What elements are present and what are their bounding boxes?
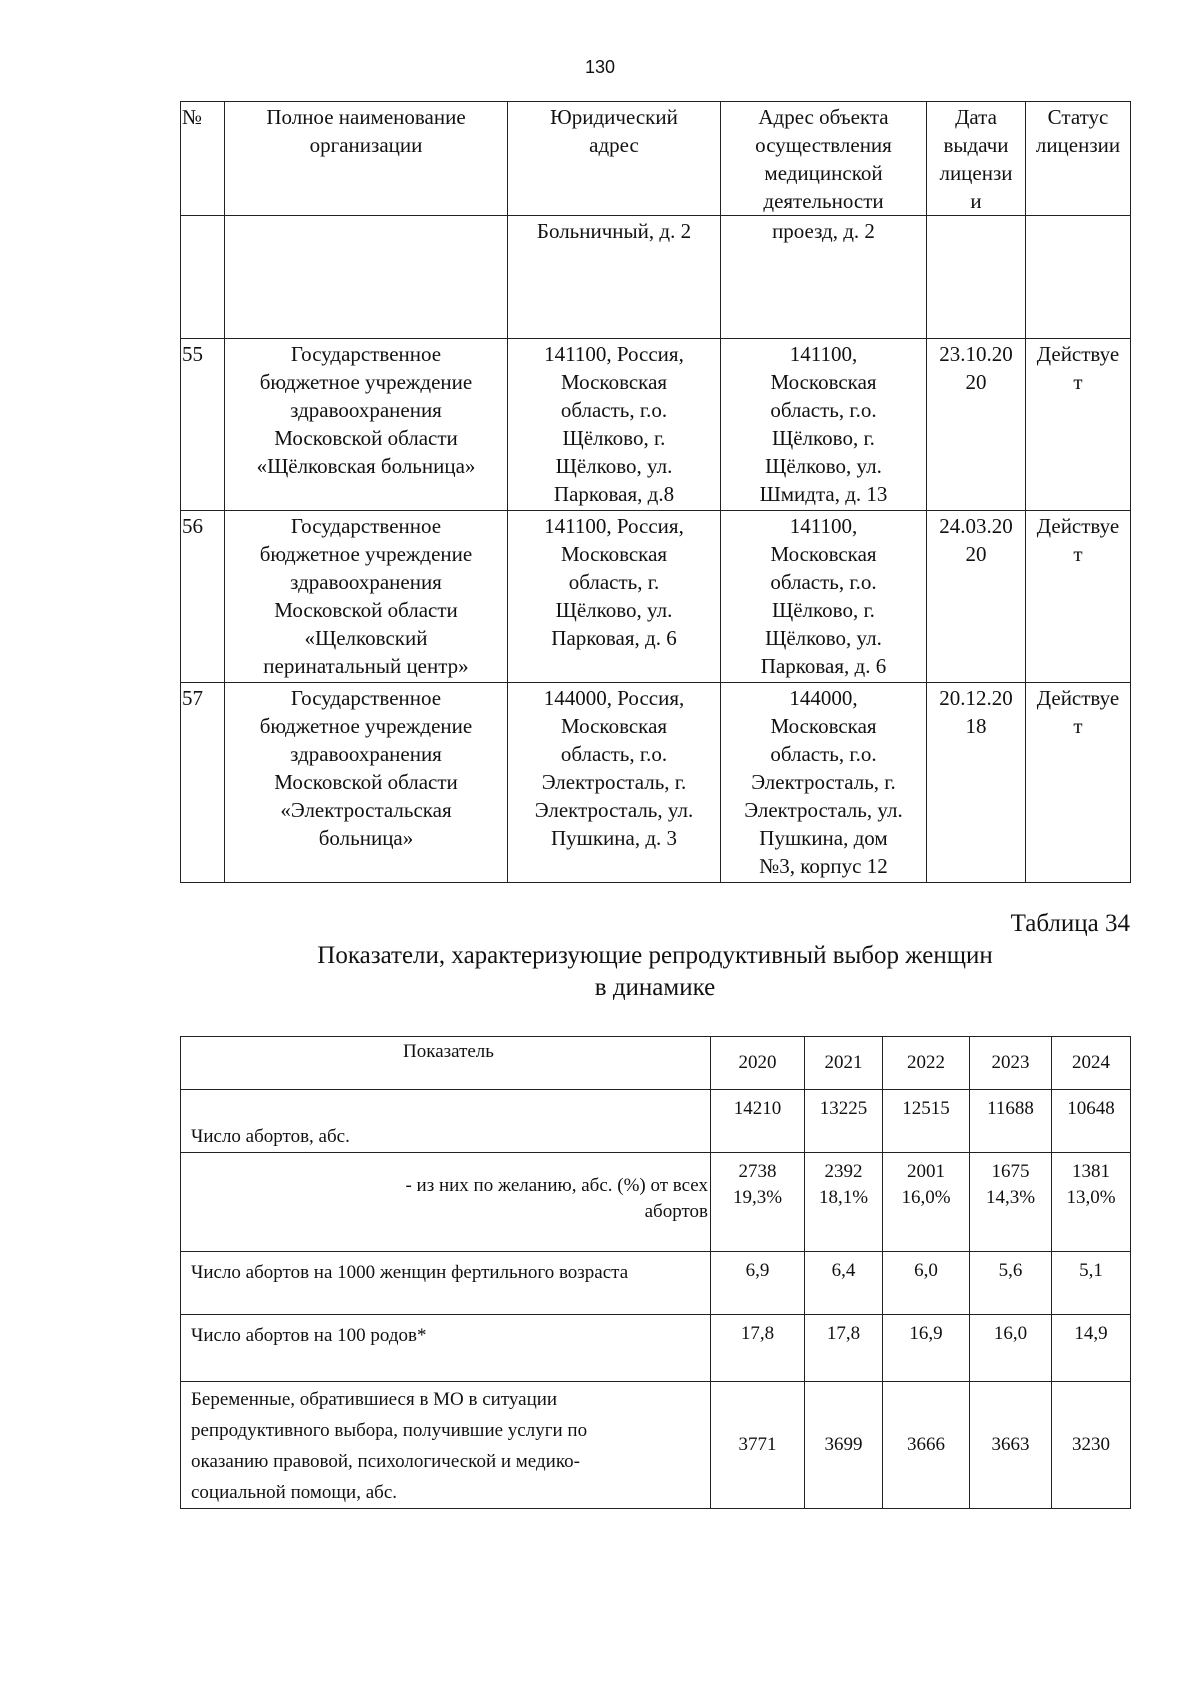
license-date: 20.12.20 18 — [927, 683, 1026, 883]
header-name: Полное наименование организации — [225, 102, 508, 216]
row-number: 55 — [181, 339, 225, 511]
row-value: 10648 — [1052, 1090, 1131, 1153]
header-number: № — [181, 102, 225, 216]
header-license-date: Дата выдачи лицензи и — [927, 102, 1026, 216]
license-table-header — [181, 102, 1131, 216]
org-name: Государственное бюджетное учреждение здравоохранения Московской области «Электростальская больница» — [225, 683, 508, 883]
legal-address: 144000, Россия, Московская область, г.о. Электросталь, г. Электросталь, ул. Пушкина, д. 3 — [508, 683, 721, 883]
header-year: 2021 — [805, 1037, 883, 1090]
activity-address: 144000, Московская область, г.о. Электросталь, г. Электросталь, ул. Пушкина, дом №3, корпус 12 — [721, 683, 927, 883]
row-value: 2738 19,3% — [711, 1153, 805, 1252]
row-value: 3771 — [711, 1382, 805, 1509]
license-date: 23.10.20 20 — [927, 339, 1026, 511]
table-row — [181, 1153, 1131, 1252]
activity-address: 141100, Московская область, г.о. Щёлково, г. Щёлково, ул. Шмидта, д. 13 — [721, 339, 927, 511]
row-value: 5,1 — [1052, 1252, 1131, 1315]
activity-address: 141100, Московская область, г.о. Щёлково, г. Щёлково, ул. Парковая, д. 6 — [721, 511, 927, 683]
row-number: 57 — [181, 683, 225, 883]
row-label: Беременные, обратившиеся в МО в ситуации репродуктивного выбора, получившие услуги по оказанию правовой, психологической и медико- социальной помощи, абс. — [181, 1382, 711, 1509]
header-year: 2024 — [1052, 1037, 1131, 1090]
header-activity-address: Адрес объекта осуществления медицинской деятельности — [721, 102, 927, 216]
row-value: 3699 — [805, 1382, 883, 1509]
row-value: 3666 — [883, 1382, 970, 1509]
legal-address: 141100, Россия, Московская область, г. Щёлково, ул. Парковая, д. 6 — [508, 511, 721, 683]
header-indicator: Показатель — [181, 1037, 711, 1090]
org-name: Государственное бюджетное учреждение здравоохранения Московской области «Щёлковская больница» — [225, 339, 508, 511]
row-value: 12515 — [883, 1090, 970, 1153]
page-number: 130 — [584, 57, 616, 77]
row-value: 1381 13,0% — [1052, 1153, 1131, 1252]
license-table — [180, 101, 1131, 883]
license-status: Действуе т — [1026, 511, 1131, 683]
header-year: 2023 — [970, 1037, 1052, 1090]
license-status: Действуе т — [1026, 683, 1131, 883]
row-value: 16,9 — [883, 1315, 970, 1382]
table-title: Показатели, характеризующие репродуктивный выбор женщин в динамике — [317, 942, 993, 1001]
row-value: 11688 — [970, 1090, 1052, 1153]
row-value: 1675 14,3% — [970, 1153, 1052, 1252]
row-value: 3663 — [970, 1382, 1052, 1509]
org-name — [225, 216, 508, 339]
row-value: 6,9 — [711, 1252, 805, 1315]
row-value: 2001 16,0% — [883, 1153, 970, 1252]
legal-address: Больничный, д. 2 — [508, 216, 721, 339]
row-label: Число абортов, абс. — [181, 1090, 711, 1153]
row-value: 16,0 — [970, 1315, 1052, 1382]
header-year: 2020 — [711, 1037, 805, 1090]
row-number — [181, 216, 225, 339]
table-row — [181, 683, 1131, 883]
header-license-status: Статус лицензии — [1026, 102, 1131, 216]
table-row — [181, 1090, 1131, 1153]
row-value: 14210 — [711, 1090, 805, 1153]
license-date: 24.03.20 20 — [927, 511, 1026, 683]
row-value: 3230 — [1052, 1382, 1131, 1509]
table-row — [181, 216, 1131, 339]
license-date — [927, 216, 1026, 339]
table-row — [181, 1315, 1131, 1382]
row-value: 17,8 — [805, 1315, 883, 1382]
row-value: 6,4 — [805, 1252, 883, 1315]
license-status — [1026, 216, 1131, 339]
table-row — [181, 339, 1131, 511]
row-label: - из них по желанию, абс. (%) от всех абортов — [181, 1153, 711, 1252]
row-number: 56 — [181, 511, 225, 683]
license-status: Действуе т — [1026, 339, 1131, 511]
table-row — [181, 511, 1131, 683]
table-label: Таблица 34 — [1010, 910, 1130, 937]
activity-address: проезд, д. 2 — [721, 216, 927, 339]
row-value: 6,0 — [883, 1252, 970, 1315]
header-year: 2022 — [883, 1037, 970, 1090]
row-value: 17,8 — [711, 1315, 805, 1382]
indicators-table — [180, 1036, 1131, 1509]
table-row — [181, 1382, 1131, 1509]
row-value: 13225 — [805, 1090, 883, 1153]
row-label: Число абортов на 100 родов* — [181, 1315, 711, 1382]
org-name: Государственное бюджетное учреждение здравоохранения Московской области «Щелковский перинатальный центр» — [225, 511, 508, 683]
legal-address: 141100, Россия, Московская область, г.о. Щёлково, г. Щёлково, ул. Парковая, д.8 — [508, 339, 721, 511]
indicators-header — [181, 1037, 1131, 1090]
row-value: 5,6 — [970, 1252, 1052, 1315]
header-legal-address: Юридический адрес — [508, 102, 721, 216]
row-value: 2392 18,1% — [805, 1153, 883, 1252]
row-label: Число абортов на 1000 женщин фертильного возраста — [181, 1252, 711, 1315]
row-value: 14,9 — [1052, 1315, 1131, 1382]
table-row — [181, 1252, 1131, 1315]
